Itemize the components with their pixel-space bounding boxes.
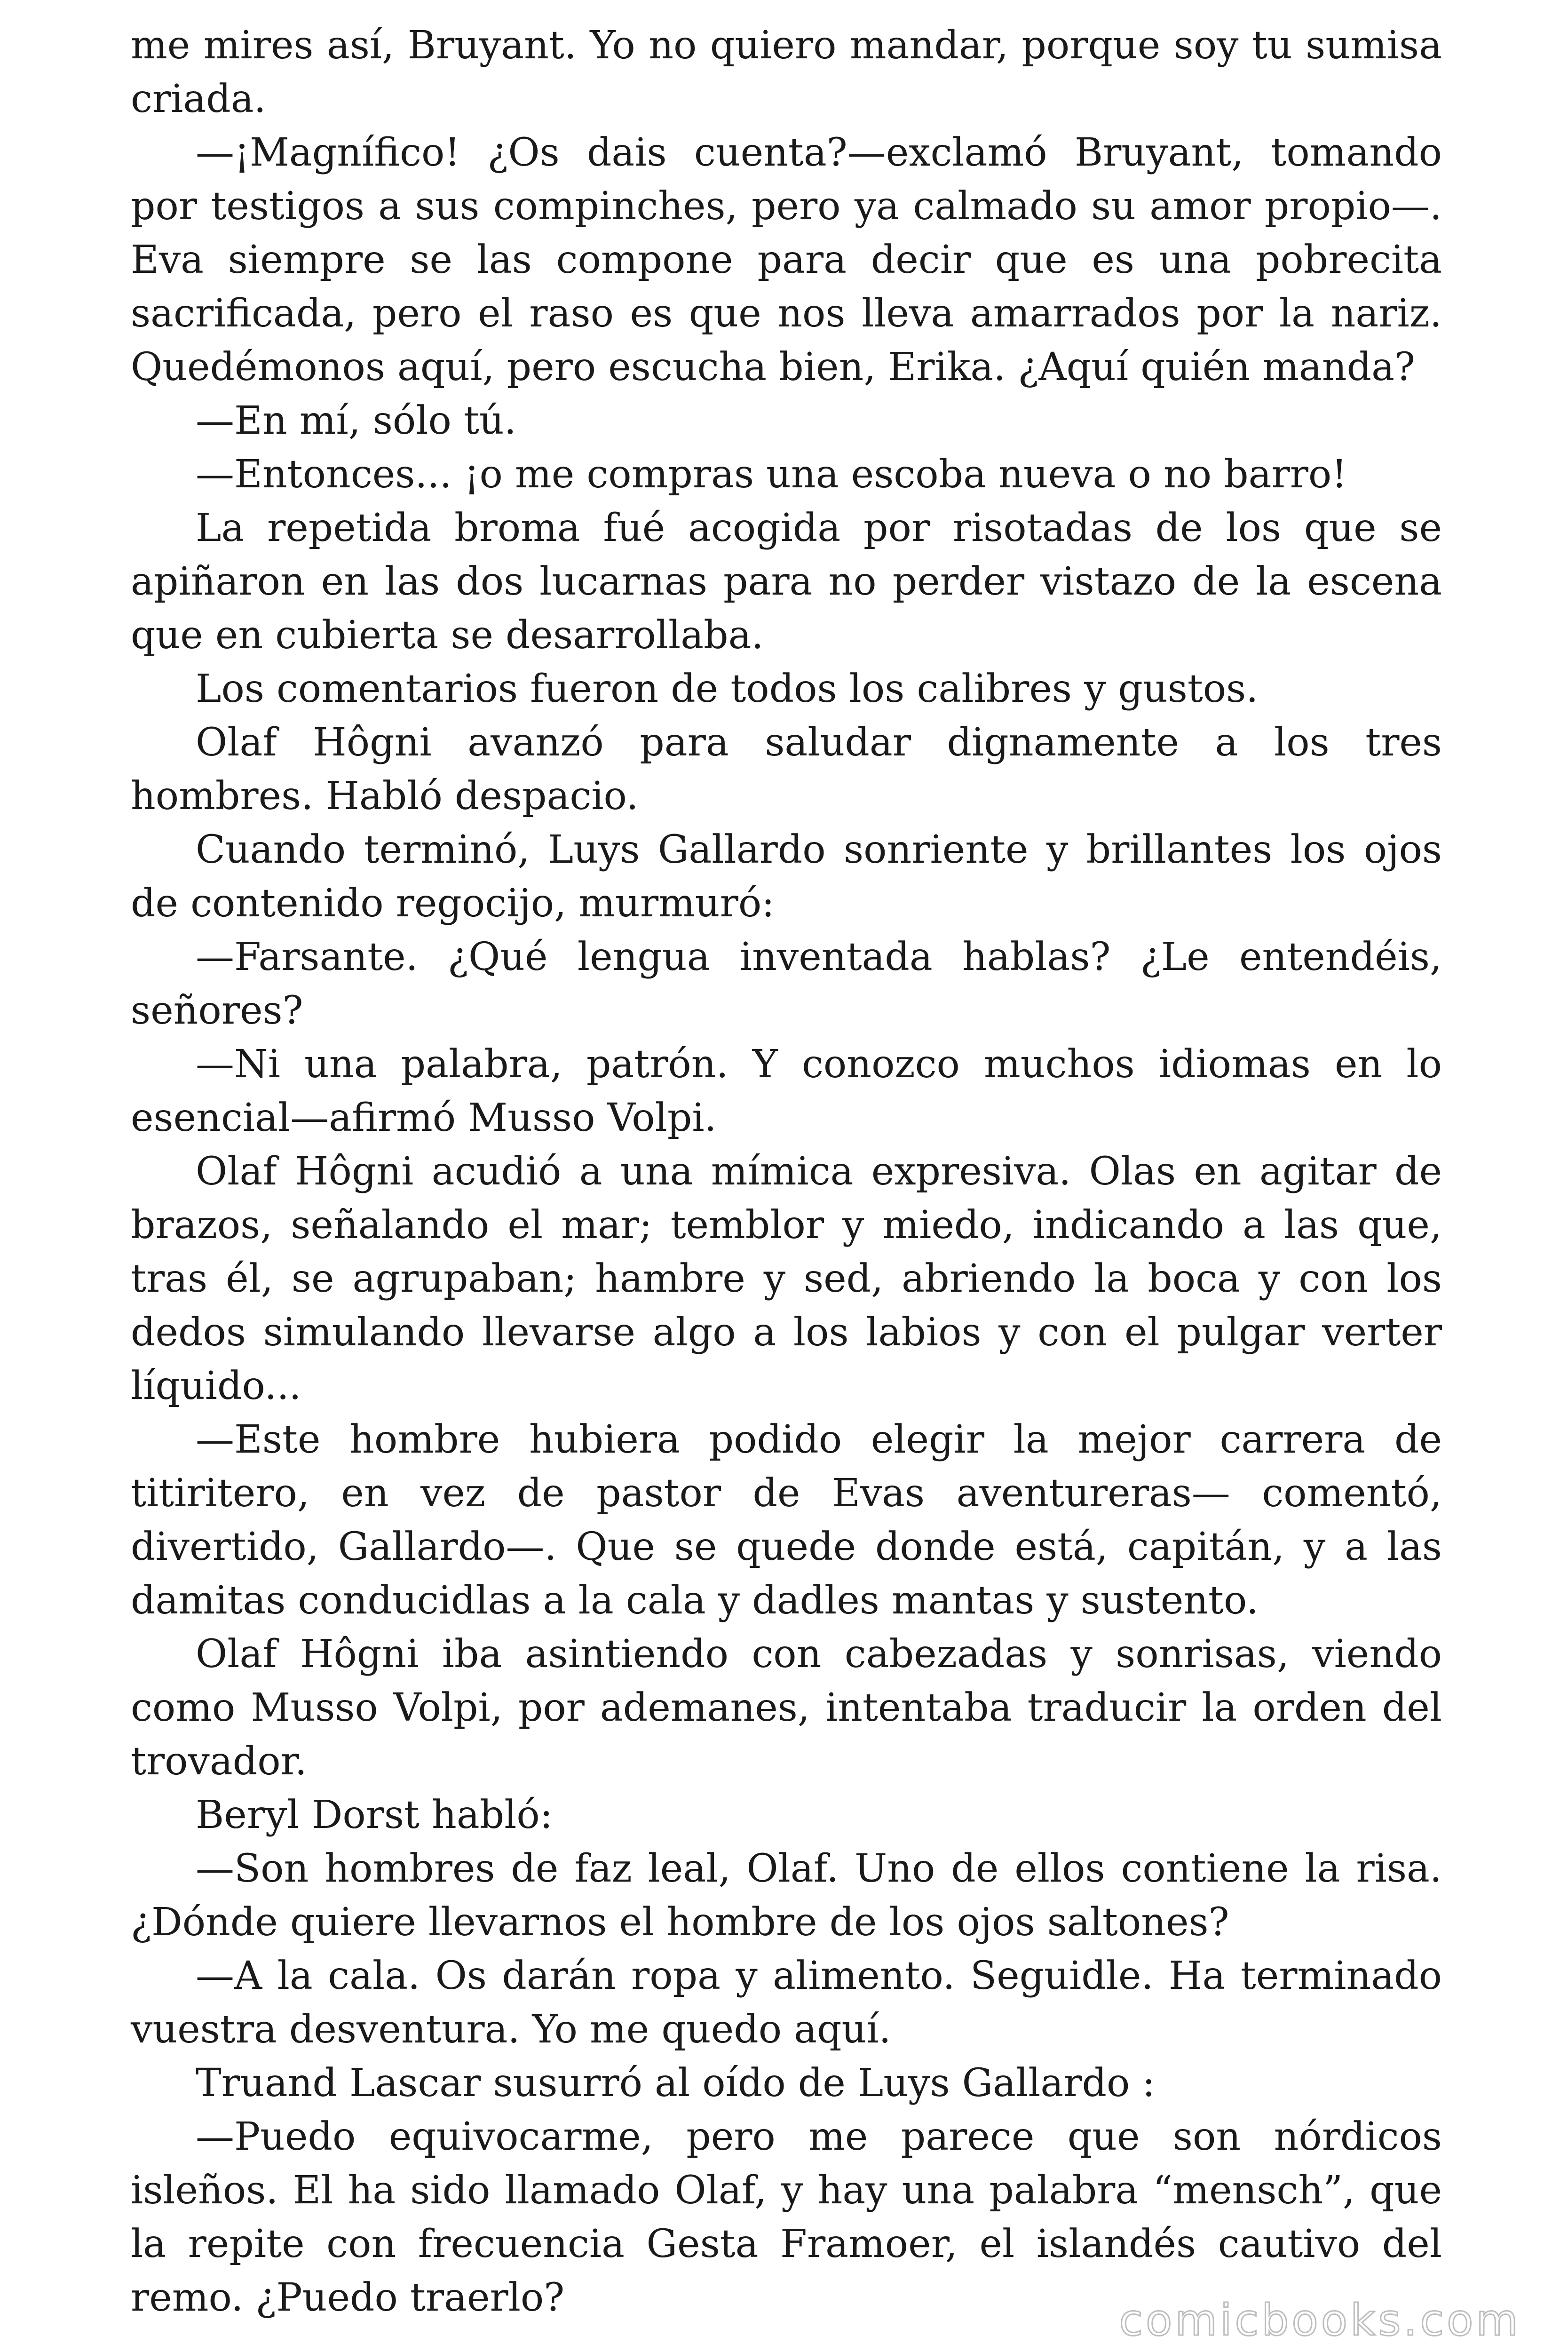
paragraph: —Son hombres de faz leal, Olaf. Uno de ellos contiene la risa. ¿Dónde quiere llevarnos el hombre de los ojos saltones? [131,1846,1442,1945]
paragraph: La repetida broma fué acogida por risotadas de los que se apiñaron en las dos lucarnas para no perder vistazo de la escena que en cubierta se desarrollaba. [131,506,1442,658]
paragraph: —A la cala. Os darán ropa y alimento. Seguidle. Ha terminado vuestra desventura. Yo me quedo aquí. [131,1954,1442,2052]
paragraph: —Entonces... ¡o me compras una escoba nueva o no barro! [196,452,1347,497]
watermark: comicbooks.com [1119,2295,1521,2345]
paragraph: —En mí, sólo tú. [196,398,516,443]
page-body-text [131,19,1442,2325]
paragraph: —¡Magnífico! ¿Os dais cuenta?—exclamó Bruyant, tomando por testigos a sus compinches, pero ya calmado su amor propio—. Eva siempre se las compone para decir que es una pobrecita sacrificada, pero el raso es que nos lleva amarrados por la nariz. Quedémonos aquí, pero escucha bien, Erika. ¿Aquí quién manda? [131,130,1442,389]
paragraph: Los comentarios fueron de todos los calibres y gustos. [196,667,1259,711]
paragraph: Olaf Hôgni avanzó para saludar dignamente a los tres hombres. Habló despacio. [131,720,1442,818]
paragraph: —Ni una palabra, patrón. Y conozco muchos idiomas en lo esencial—afirmó Musso Volpi. [131,1042,1442,1140]
paragraph: —Este hombre hubiera podido elegir la mejor carrera de titiritero, en vez de pastor de Evas aventureras— comentó, divertido, Gallardo—. Que se quede donde está, capitán, y a las damitas conducidlas a la cala y dadles mantas y sustento. [131,1417,1442,1623]
paragraph: me mires así, Bruyant. Yo no quiero mandar, porque soy tu sumisa criada. [131,23,1442,121]
paragraph: —Puedo equivocarme, pero me parece que son nórdicos isleños. El ha sido llamado Olaf, y hay una palabra “mensch”, que la repite con frecuencia Gesta Framoer, el islandés cautivo del remo. ¿Puedo traerlo? [131,2114,1442,2320]
paragraph: Beryl Dorst habló: [196,1793,553,1837]
paragraph: Olaf Hôgni iba asintiendo con cabezadas y sonrisas, viendo como Musso Volpi, por ademanes, intentaba traducir la orden del trovador. [131,1632,1442,1784]
paragraph: —Farsante. ¿Qué lengua inventada hablas? ¿Le entendéis, señores? [131,935,1442,1033]
paragraph: Olaf Hôgni acudió a una mímica expresiva. Olas en agitar de brazos, señalando el mar; temblor y miedo, indicando a las que, tras él, se agrupaban; hambre y sed, abriendo la boca y con los dedos simulando llevarse algo a los labios y con el pulgar verter líquido... [131,1149,1442,1408]
paragraph: Cuando terminó, Luys Gallardo sonriente y brillantes los ojos de contenido regocijo, murmuró: [131,827,1442,926]
paragraph: Truand Lascar susurró al oído de Luys Gallardo : [196,2061,1156,2106]
